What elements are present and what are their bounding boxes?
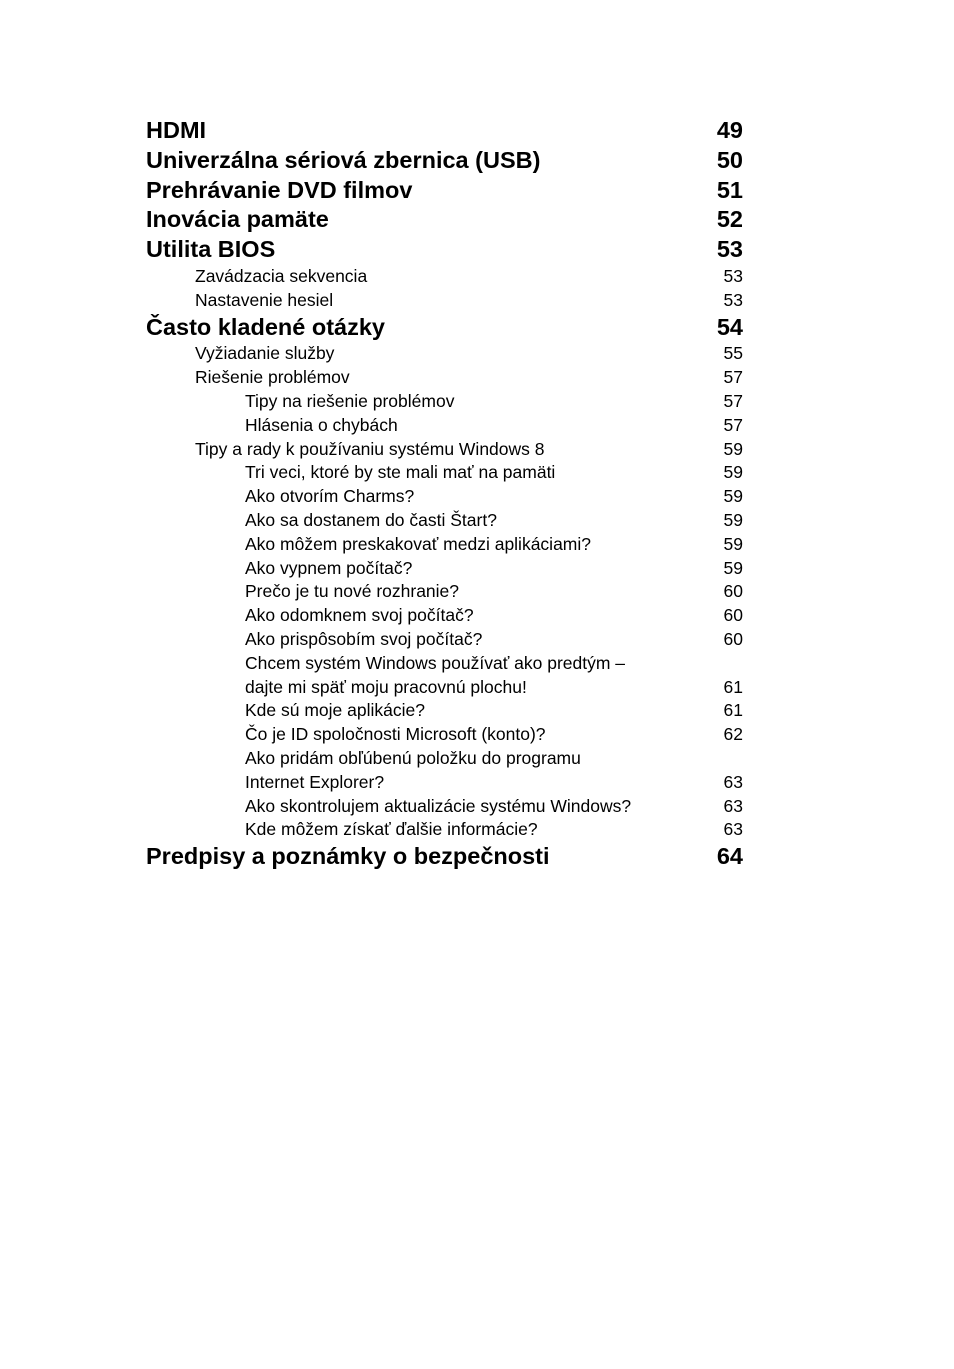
toc-entry-title: Utilita BIOS [146,236,276,263]
toc-entry-new-interface[interactable] [146,580,743,604]
toc-entry-page: 53 [723,289,743,310]
toc-entry-title: Často kladené otázky [146,313,386,340]
toc-entry-windows8-tips[interactable] [146,438,743,462]
toc-entry-error-messages[interactable] [146,414,743,438]
toc-entry-title: Tri veci, ktoré by ste mali mať na pamäti [245,462,556,483]
toc-entry-desktop[interactable] [146,676,743,700]
toc-entry-title: Ako otvorím Charms? [245,486,415,507]
toc-entry-regulations[interactable] [146,842,743,872]
table-of-contents [146,116,743,872]
toc-entry-microsoft-id[interactable] [146,723,743,747]
toc-entry-unlock[interactable] [146,604,743,628]
toc-entry-title: Zavádzacia sekvencia [195,265,368,286]
toc-entry-page: 60 [723,581,743,602]
toc-entry-faq[interactable] [146,313,743,343]
toc-entry-title: Predpisy a poznámky o bezpečnosti [146,843,550,870]
toc-entry-boot-sequence[interactable] [146,265,743,289]
toc-entry-title: Prečo je tu nové rozhranie? [245,581,460,602]
toc-entry-troubleshooting-tips[interactable] [146,390,743,414]
toc-entry-page: 59 [723,486,743,507]
toc-entry-page: 59 [723,509,743,530]
toc-entry-page: 50 [716,146,743,173]
toc-entry-title: Hlásenia o chybách [245,414,398,435]
toc-entry-title: Riešenie problémov [195,367,350,388]
toc-entry-shutdown[interactable] [146,557,743,581]
toc-entry-page: 52 [716,206,743,233]
toc-entry-more-info[interactable] [146,818,743,842]
toc-entry-page: 64 [716,843,743,870]
toc-entry-page: 60 [723,605,743,626]
toc-entry-title: Vyžiadanie služby [195,343,335,364]
toc-entry-page: 53 [716,236,743,263]
toc-entry-page: 63 [723,819,743,840]
toc-entry-title: Ako skontrolujem aktualizácie systému Windows? [245,795,632,816]
toc-entry-title: Tipy a rady k používaniu systému Windows 8 [195,438,545,459]
toc-entry-apps[interactable] [146,699,743,723]
toc-entry-switch-apps[interactable] [146,533,743,557]
toc-entry-title: Internet Explorer? [245,771,385,792]
toc-entry-page: 59 [723,462,743,483]
toc-entry-page: 59 [723,438,743,459]
toc-entry-memory[interactable] [146,205,743,235]
toc-entry-page: 57 [723,390,743,411]
toc-entry-page: 57 [723,414,743,435]
toc-entry-usb[interactable] [146,146,743,176]
toc-entry-page: 55 [723,343,743,364]
toc-entry-updates[interactable] [146,795,743,819]
toc-entry-page: 57 [723,367,743,388]
toc-entry-passwords[interactable] [146,289,743,313]
toc-entry-title: Ako odomknem svoj počítač? [245,605,474,626]
toc-entry-title: Kde môžem získať ďalšie informácie? [245,819,538,840]
toc-entry-charms[interactable] [146,485,743,509]
toc-entry-title: Tipy na riešenie problémov [245,390,455,411]
toc-entry-hdmi[interactable] [146,116,743,146]
toc-entry-title: Ako sa dostanem do časti Štart? [245,509,497,530]
toc-entry-page: 63 [723,795,743,816]
toc-entry-title: Inovácia pamäte [146,206,329,233]
toc-entry-page: 61 [723,676,743,697]
toc-entry-personalize[interactable] [146,628,743,652]
toc-entry-page: 61 [723,700,743,721]
toc-entry-page: 59 [723,533,743,554]
toc-entry-page: 60 [723,628,743,649]
toc-entry-title: Čo je ID spoločnosti Microsoft (konto)? [245,724,546,745]
toc-entry-favorites[interactable] [146,771,743,795]
toc-entry-service[interactable] [146,342,743,366]
toc-entry-page: 59 [723,557,743,578]
toc-entry-page: 63 [723,771,743,792]
toc-entry-title: Kde sú moje aplikácie? [245,700,425,721]
toc-entry-three-things[interactable] [146,461,743,485]
toc-entry-page: 54 [716,313,743,340]
toc-entry-page: 49 [716,117,743,143]
toc-entry-title: Nastavenie hesiel [195,289,334,310]
toc-entry-page: 53 [723,265,743,286]
toc-entry-title: Univerzálna sériová zbernica (USB) [146,146,541,173]
toc-entry-desktop-line1[interactable]: Chcem systém Windows používať ako predtým – [245,652,626,673]
toc-entry-title: Prehrávanie DVD filmov [146,176,413,203]
toc-entry-dvd[interactable] [146,176,743,206]
toc-entry-title: Ako vypnem počítač? [245,557,413,578]
toc-entry-favorites-line1[interactable]: Ako pridám obľúbenú položku do programu [245,747,581,768]
toc-entry-page: 62 [723,724,743,745]
toc-entry-title: Ako prispôsobím svoj počítač? [245,628,483,649]
toc-entry-title: HDMI [146,117,207,143]
toc-entry-troubleshooting[interactable] [146,366,743,390]
toc-entry-start[interactable] [146,509,743,533]
toc-entry-title: Ako môžem preskakovať medzi aplikáciami? [245,533,592,554]
toc-entry-page: 51 [716,176,743,203]
toc-entry-bios[interactable] [146,235,743,265]
toc-entry-title: dajte mi späť moju pracovnú plochu! [245,676,527,697]
